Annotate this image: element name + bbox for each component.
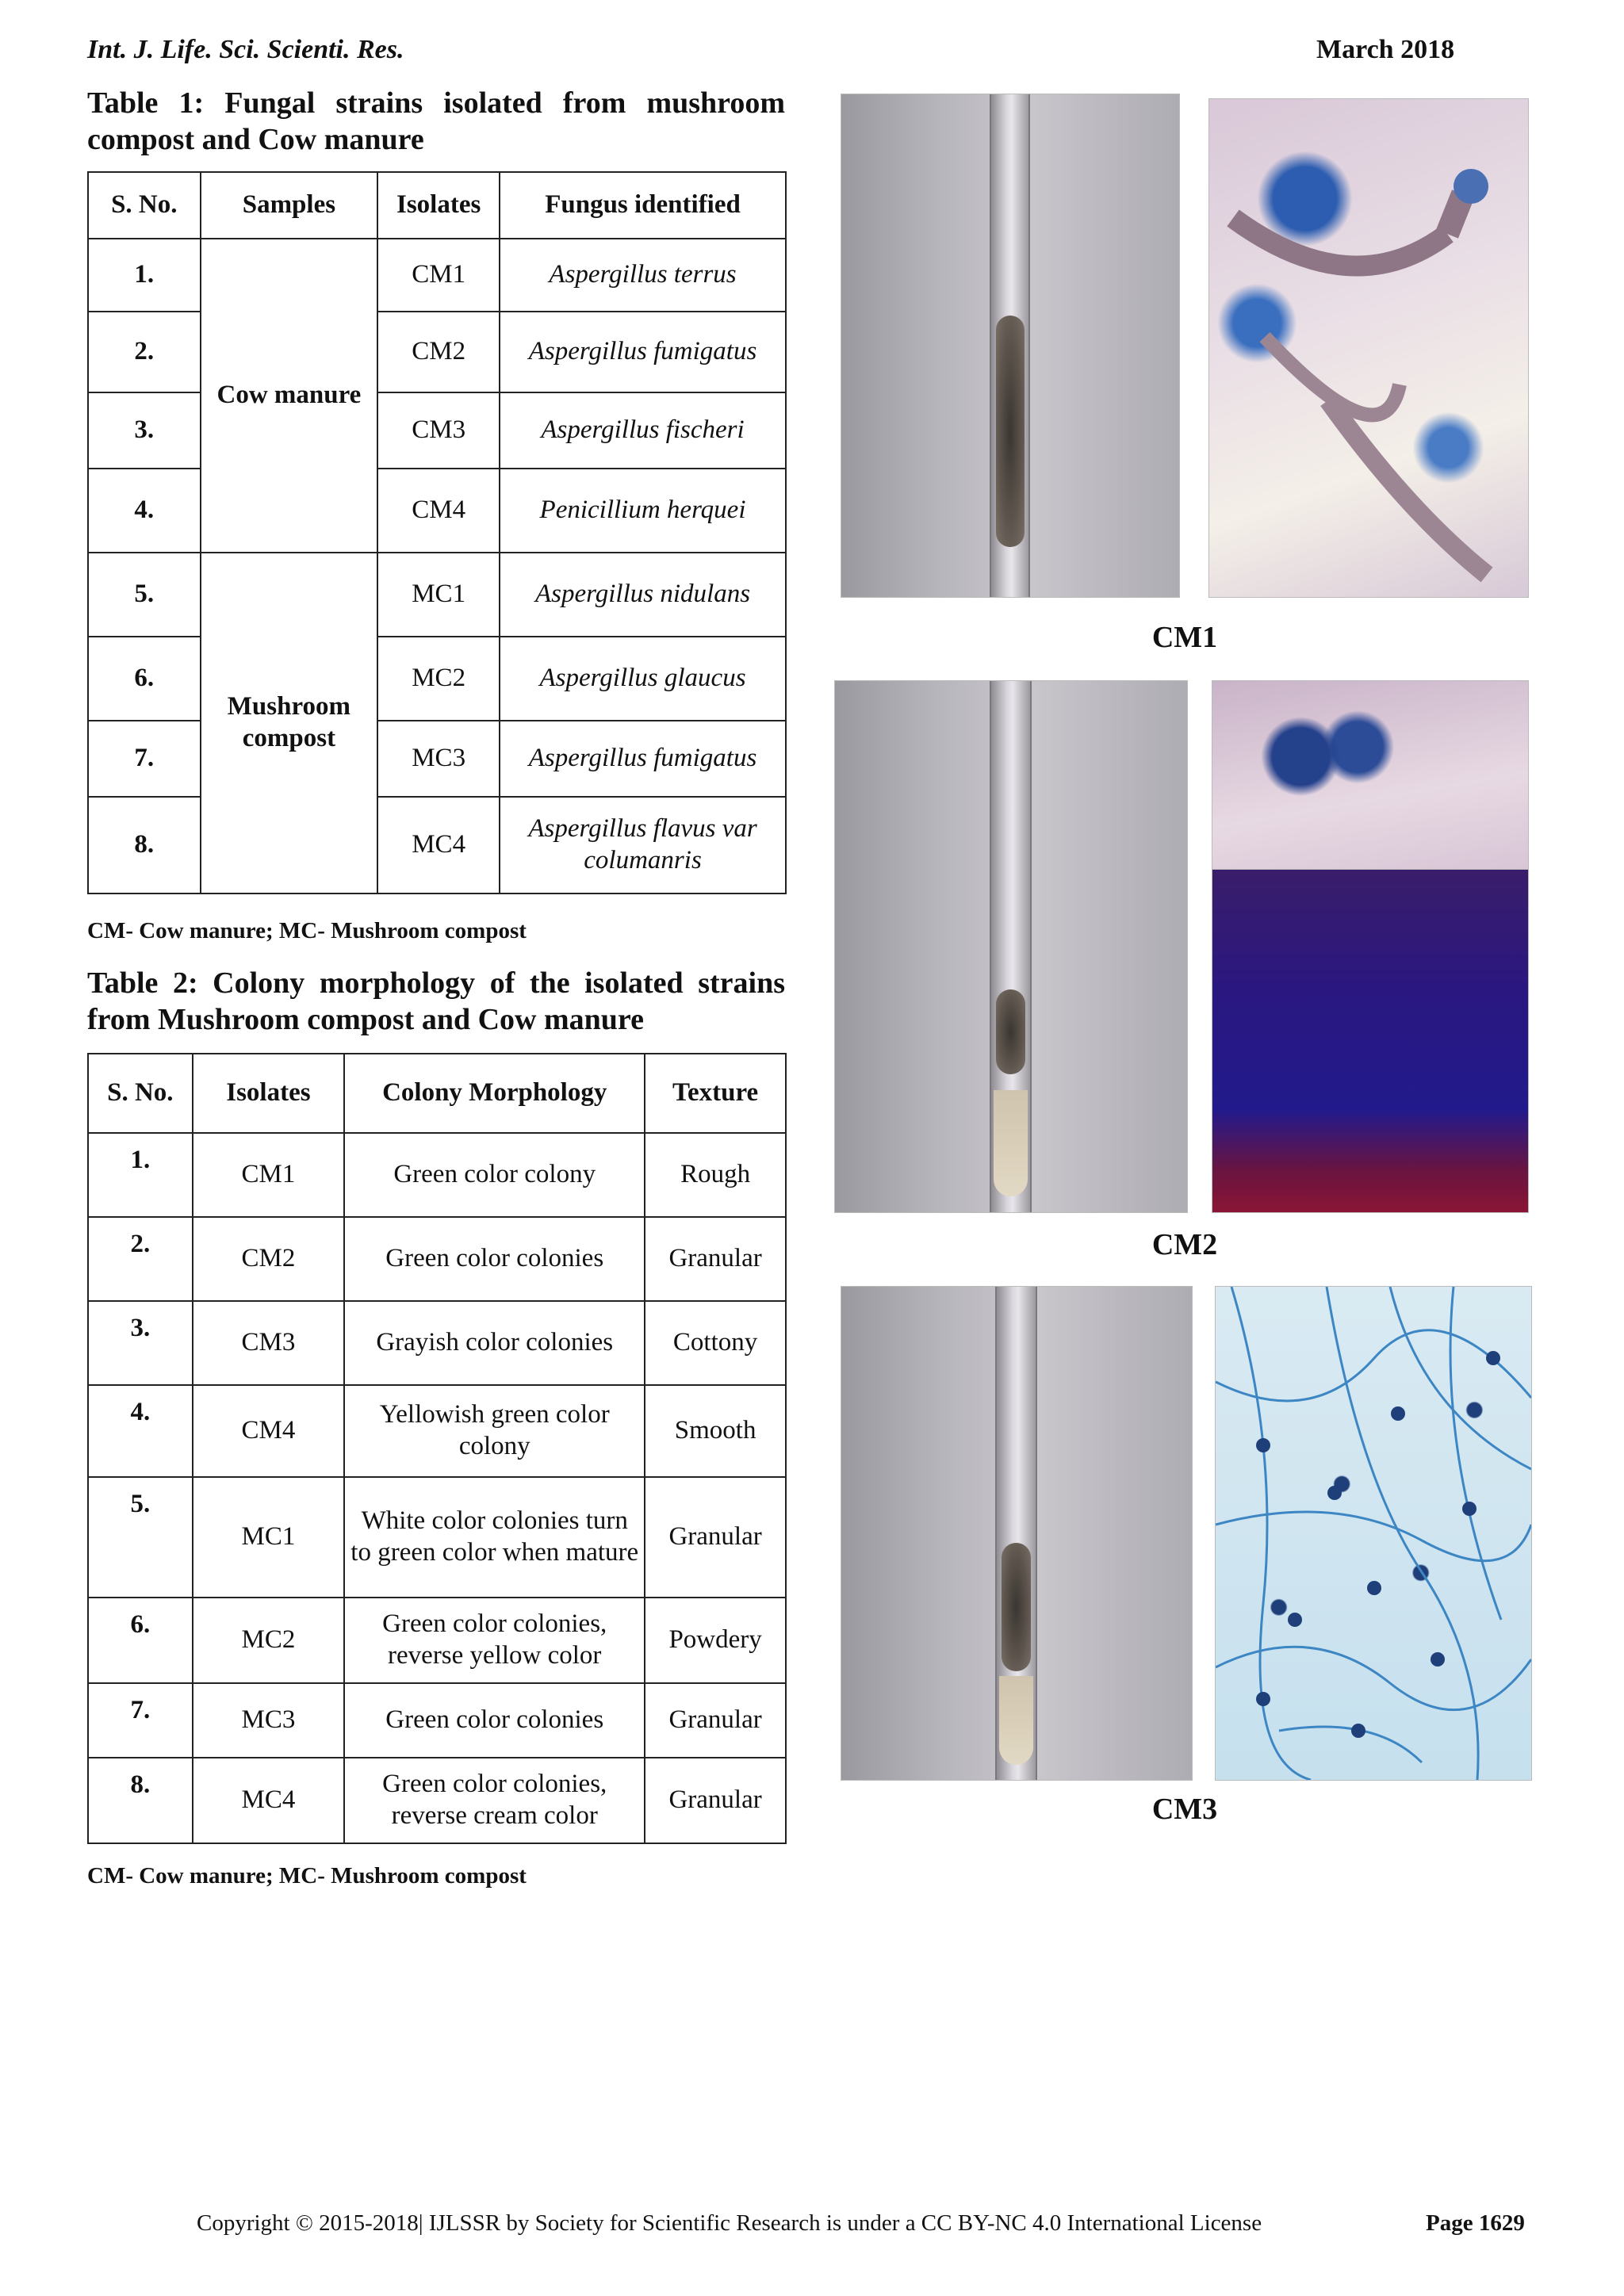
texture-cell: Cottony	[645, 1301, 786, 1385]
table-header-row	[88, 172, 786, 239]
morphology-cell: Green color colonies, reverse yellow color	[344, 1598, 645, 1683]
sno-cell: 5.	[88, 1477, 193, 1598]
isolate-cell: CM1	[193, 1133, 345, 1217]
sno-cell: 7.	[88, 721, 201, 797]
fungus-cell: Aspergillus fischeri	[500, 392, 786, 469]
sno-cell: 6.	[88, 637, 201, 721]
morphology-cell: Grayish color colonies	[344, 1301, 645, 1385]
test-tube	[995, 1287, 1037, 1780]
table1-caption: Table 1: Fungal strains isolated from mushroom compost and Cow manure	[87, 86, 785, 156]
sno-cell: 1.	[88, 239, 201, 312]
table-row	[88, 637, 786, 721]
table1	[87, 171, 787, 894]
hyphae-illustration	[1216, 1287, 1531, 1780]
sno-cell: 6.	[88, 1598, 193, 1683]
culture-medium	[994, 1090, 1028, 1196]
isolate-cell: MC1	[193, 1477, 345, 1598]
table1-footnote: CM- Cow manure; MC- Mushroom compost	[87, 918, 527, 943]
texture-cell: Granular	[645, 1683, 786, 1758]
fungus-cell: Aspergillus nidulans	[500, 553, 786, 637]
isolate-cell: CM3	[377, 392, 500, 469]
morphology-cell: Green color colony	[344, 1133, 645, 1217]
texture-cell: Granular	[645, 1217, 786, 1301]
isolate-cell: CM2	[377, 312, 500, 392]
table-row	[88, 1217, 786, 1301]
texture-cell: Granular	[645, 1758, 786, 1843]
sno-cell: 4.	[88, 1385, 193, 1477]
header-cell: Samples	[201, 172, 378, 239]
table-row	[88, 1301, 786, 1385]
isolate-cell: CM1	[377, 239, 500, 312]
sample-group-cell: Cow manure	[201, 239, 378, 553]
table2-caption: Table 2: Colony morphology of the isolated strains from Mushroom compost and Cow manure	[87, 966, 785, 1036]
table-row	[88, 392, 786, 469]
morphology-cell: Green color colonies, reverse cream color	[344, 1758, 645, 1843]
isolate-cell: CM2	[193, 1217, 345, 1301]
culture-tube-photo	[841, 94, 1180, 598]
table2-footnote: CM- Cow manure; MC- Mushroom compost	[87, 1863, 527, 1888]
sno-cell: 2.	[88, 1217, 193, 1301]
fungus-cell: Penicillium herquei	[500, 469, 786, 553]
texture-cell: Rough	[645, 1133, 786, 1217]
header-cell: Isolates	[377, 172, 500, 239]
figure-label: CM1	[1151, 621, 1218, 654]
table-row	[88, 553, 786, 637]
isolate-cell: MC2	[193, 1598, 345, 1683]
sno-cell: 3.	[88, 1301, 193, 1385]
sno-cell: 1.	[88, 1133, 193, 1217]
hyphae-illustration	[1209, 99, 1528, 597]
table-row	[88, 1758, 786, 1843]
fungal-growth	[996, 989, 1025, 1074]
micrograph-photo	[1208, 98, 1529, 598]
table-row	[88, 1477, 786, 1598]
fungus-cell: Aspergillus terrus	[500, 239, 786, 312]
fungal-growth	[1002, 1543, 1031, 1671]
morphology-cell: Green color colonies	[344, 1683, 645, 1758]
test-tube	[990, 94, 1030, 597]
isolate-cell: MC2	[377, 637, 500, 721]
sample-group-cell: Mushroom compost	[201, 553, 378, 894]
texture-cell: Granular	[645, 1477, 786, 1598]
texture-cell: Powdery	[645, 1598, 786, 1683]
sno-cell: 2.	[88, 312, 201, 392]
header-cell: Colony Morphology	[344, 1054, 645, 1133]
texture-cell: Smooth	[645, 1385, 786, 1477]
culture-medium	[999, 1676, 1033, 1765]
sno-cell: 7.	[88, 1683, 193, 1758]
table-row	[88, 721, 786, 797]
table-row	[88, 797, 786, 894]
isolate-cell: MC4	[193, 1758, 345, 1843]
fungus-cell: Aspergillus glaucus	[500, 637, 786, 721]
isolate-cell: MC4	[377, 797, 500, 894]
sno-cell: 8.	[88, 797, 201, 894]
header-cell: S. No.	[88, 1054, 193, 1133]
figure-label: CM3	[1151, 1793, 1218, 1826]
table-row	[88, 1598, 786, 1683]
table-row	[88, 469, 786, 553]
table2	[87, 1053, 787, 1844]
isolate-cell: CM4	[377, 469, 500, 553]
journal-name: Int. J. Life. Sci. Scienti. Res.	[87, 35, 404, 64]
sno-cell: 3.	[88, 392, 201, 469]
sno-cell: 8.	[88, 1758, 193, 1843]
culture-tube-photo	[841, 1286, 1193, 1781]
sno-cell: 5.	[88, 553, 201, 637]
isolate-cell: CM4	[193, 1385, 345, 1477]
fungus-cell: Aspergillus fumigatus	[500, 721, 786, 797]
issue-date: March 2018	[1316, 35, 1455, 64]
micrograph-photo	[1212, 869, 1529, 1213]
table-row	[88, 1133, 786, 1217]
micrograph-photo	[1212, 680, 1529, 871]
table-row	[88, 239, 786, 312]
fungus-cell: Aspergillus flavus var columanris	[500, 797, 786, 894]
copyright-notice: Copyright © 2015-2018| IJLSSR by Society for Scientific Research is under a CC BY-NC 4.0 International License	[197, 2210, 1262, 2236]
isolate-cell: MC3	[377, 721, 500, 797]
morphology-cell: Green color colonies	[344, 1217, 645, 1301]
micrograph-photo	[1215, 1286, 1532, 1781]
sno-cell: 4.	[88, 469, 201, 553]
morphology-cell: Yellowish green color colony	[344, 1385, 645, 1477]
test-tube	[990, 681, 1032, 1212]
morphology-cell: White color colonies turn to green color when mature	[344, 1477, 645, 1598]
table-row	[88, 1683, 786, 1758]
header-cell: Texture	[645, 1054, 786, 1133]
isolate-cell: CM3	[193, 1301, 345, 1385]
figure-label: CM2	[1151, 1228, 1218, 1261]
page-number: Page 1629	[1426, 2210, 1525, 2236]
header-cell: Fungus identified	[500, 172, 786, 239]
table-row	[88, 1385, 786, 1477]
isolate-cell: MC3	[193, 1683, 345, 1758]
fungal-growth	[996, 316, 1025, 547]
isolate-cell: MC1	[377, 553, 500, 637]
culture-tube-photo	[834, 680, 1188, 1213]
header-cell: S. No.	[88, 172, 201, 239]
fungus-cell: Aspergillus fumigatus	[500, 312, 786, 392]
table-header-row	[88, 1054, 786, 1133]
table-row	[88, 312, 786, 392]
header-cell: Isolates	[193, 1054, 345, 1133]
